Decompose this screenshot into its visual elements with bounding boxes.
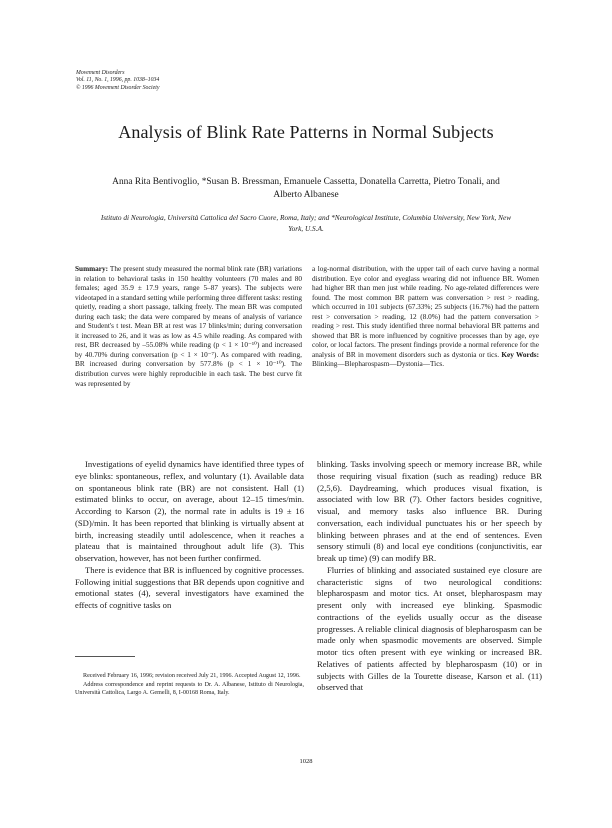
body-paragraph: Flurries of blinking and associated sustained eye closure are characteristic signs of two neurological conditions: blepharospasm and motor tics. At onset, blepharospasm may present only with increased eye blinking. Spasmodic contractions of the eyelids usually occur as the disease progresses. A reliable clinical diagnosis of blepharospasm can be made only when spasmodic movements are observed. Simple motor tics often present with eye winking or increased BR. Relatives of patients affected by blepharospasm (10) or in subjects with Gilles de la Tourette disease, Karson et al. (11) observed that — [317, 564, 542, 693]
footnote-correspondence: Address correspondence and reprint requests to Dr. A. Albanese, Istituto di Neurologia, Università Cattolica, Largo A. Gemelli, 8, I-00168 Roma, Italy. — [75, 681, 304, 697]
journal-header — [76, 70, 159, 92]
journal-name: Movement Disorders — [76, 70, 125, 76]
keywords: Blinking—Blepharospasm—Dystonia—Tics. — [312, 360, 445, 369]
keywords-label: Key Words: — [501, 350, 540, 359]
summary-right-column — [312, 265, 539, 370]
author-list: Anna Rita Bentivoglio, *Susan B. Bressman, Emanuele Cassetta, Donatella Carretta, Pietro Tonali, and Alberto Albanese — [112, 177, 500, 200]
footnote-divider — [75, 656, 135, 657]
journal-volume: Vol. 11, No. 1, 1996, pp. 1038–1034 — [76, 77, 160, 84]
journal-copyright: © 1996 Movement Disorder Society — [76, 84, 160, 91]
body-paragraph: There is evidence that BR is influenced by cognitive processes. Following initial suggestions that BR depends upon cognitive and emotional states (4), several investigators have examined the effects of cognitive tasks on — [75, 564, 304, 610]
footnote-received: Received February 16, 1996; revision received July 21, 1996. Accepted August 12, 1996. — [83, 673, 301, 679]
body-paragraph: blinking. Tasks involving speech or memory increase BR, while those requiring visual fixation (such as reading) reduce BR (2,5,6). Daydreaming, which produces visual fixation, is associated with low BR (7). Other factors besides cognitive, visual, and memory tasks also influence BR. During conversation, each individual punctuates his or her speech by blinking between phrases and at the end of sentences. Even sensory stimuli (8) and local eye conditions (conjunctivitis, ear break up time) (9) can modify BR. — [317, 459, 542, 563]
footnote — [75, 672, 304, 698]
body-right-column — [317, 459, 542, 694]
page-number: 1028 — [299, 758, 313, 765]
summary-text-left: The present study measured the normal blink rate (BR) variations in relation to behavioral tasks in 150 healthy volunteers (70 males and 80 females; aged 35.9 ± 17.9 years, range 5–87 years). The subjects were videotaped in a standard setting while performing three different tasks: resting quietly, reading a short passage, talking freely. The mean BR was computed during each task; the data were compared by means of analysis of variance and Student's t test. Mean BR at rest was 17 blinks/min; during conversation it increased to 26, and it was as low as 4.5 while reading. As compared with rest, BR decreased by –55.08% while reading (p < 1 × 10⁻¹⁰) and increased by 40.70% during conversation (p < 1 × 10⁻⁷). As compared with reading, BR increased during conversation by 577.8% (p < 1 × 10⁻¹⁰). The distribution curves were highly reproducible in each task. The best curve fit was represented by — [75, 265, 302, 388]
summary-left-column — [75, 265, 302, 389]
body-left-column — [75, 459, 304, 612]
affiliation: Istituto di Neurologia, Università Cattolica del Sacro Cuore, Roma, Italy; and *Neurological Institute, Columbia University, New York, New York, U.S.A. — [100, 213, 512, 233]
body-paragraph: Investigations of eyelid dynamics have identified three types of eye blinks: spontaneous, reflex, and voluntary (1). Available data on spontaneous blink rate (BR) are not consistent. Hall (1) estimated blinks to occur, on average, about 12–15 times/min. According to Karson (2), the normal rate in adults is 19 ± 16 (SD)/min. It has been reported that blinking is virtually absent at birth, increasing steadily until adolescence, when it reaches a plateau that is maintained throughout adult life (3). This observation, however, has not been further confirmed. — [75, 459, 304, 563]
paper-title: Analysis of Blink Rate Patterns in Normal Subjects — [118, 122, 494, 142]
summary-text-right: a log-normal distribution, with the upper tail of each curve having a normal distribution. Eye color and eyeglass wearing did not influence BR. Women had higher BR than men just while reading. No age-related differences were found. The most common BR pattern was conversation > rest > reading, which occurred in 101 subjects (67.33%; 25 subjects (16.7%) had the pattern rest > conversation > reading, 12 (8.0%) had the pattern conversation > reading > rest. This study identified three normal behavioral BR patterns and showed that BR is more influenced by cognitive processes than by age, eye color, or local factors. The present findings provide a normal reference for the analysis of BR in movement disorders such as dystonia or tics. — [312, 265, 539, 359]
summary-label: Summary: — [75, 265, 109, 273]
